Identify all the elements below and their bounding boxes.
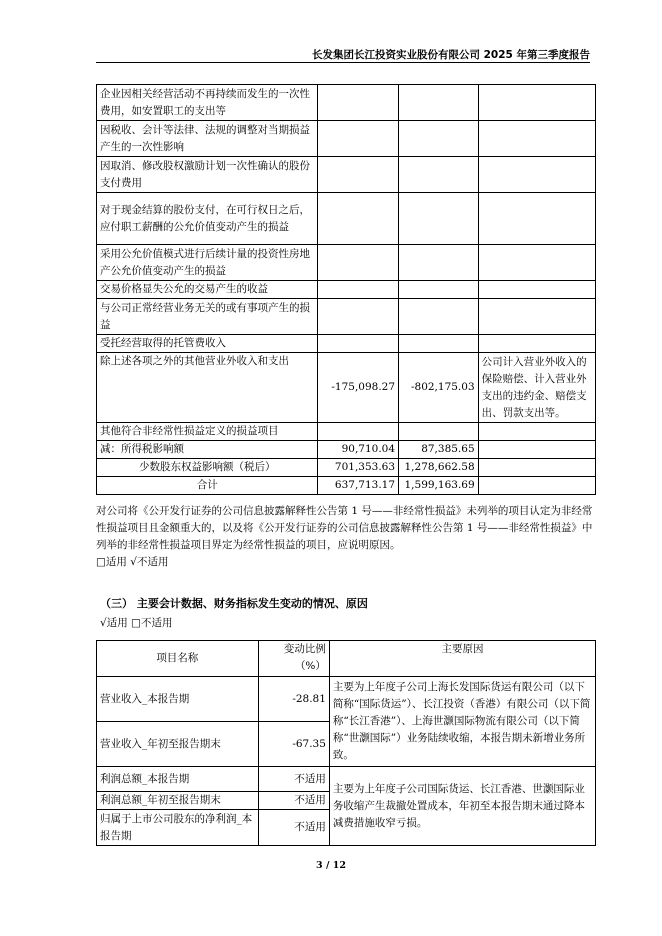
item-current <box>318 245 399 281</box>
table-row <box>97 423 596 441</box>
item-current <box>318 85 399 121</box>
item-ytd <box>399 281 479 299</box>
item-note <box>478 85 595 121</box>
item-current <box>318 299 399 335</box>
change-ratio: -28.81 <box>258 677 329 722</box>
table-row <box>97 245 596 281</box>
item-note <box>478 459 595 477</box>
item-note <box>478 423 595 441</box>
item-ytd <box>399 121 479 157</box>
item-current <box>318 193 399 245</box>
item-label: 对于现金结算的股份支付，在可行权日之后，应付职工薪酬的公允价值变动产生的损益 <box>97 193 318 245</box>
change-name: 营业收入_年初至报告期末 <box>97 722 259 767</box>
item-label: 少数股东权益影响额（税后） <box>97 459 318 477</box>
page-number: 3 / 12 <box>316 860 346 871</box>
explanation-options: □适用 √不适用 <box>96 556 169 568</box>
table-row <box>97 677 596 722</box>
item-current <box>318 157 399 193</box>
header-rule <box>96 62 590 63</box>
table-row <box>97 193 596 245</box>
section-options: √适用 □不适用 <box>100 617 173 629</box>
change-name: 利润总额_本报告期 <box>97 767 259 792</box>
item-ytd <box>399 85 479 121</box>
table-header-row <box>97 641 596 677</box>
item-ytd <box>399 245 479 281</box>
table-row <box>97 767 596 792</box>
header-name: 项目名称 <box>97 641 259 677</box>
item-note <box>478 477 595 495</box>
item-note <box>478 281 595 299</box>
item-ytd <box>399 423 479 441</box>
header-ratio: 变动比例（%） <box>258 641 329 677</box>
change-ratio: 不适用 <box>258 810 329 846</box>
table-row <box>97 459 596 477</box>
change-reason-profit: 主要为上年度子公司国际货运、长江香港、世灏国际业务收缩产生裁撤处置成本，年初至本报告期末通过降本减费措施收窄亏损。 <box>329 767 595 846</box>
section-title: （三） 主要会计数据、财务指标发生变动的情况、原因 <box>100 597 368 610</box>
change-reason-revenue: 主要为上年度子公司上海长发国际货运有限公司（以下简称“国际货运”）、长江投资（香港）有限公司（以下简称“长江香港”）、上海世灏国际物流有限公司（以下简称“世灏国际”）业务陆续收缩，本报告期未新增业务所致。 <box>329 677 595 767</box>
table-row <box>97 121 596 157</box>
item-note <box>478 121 595 157</box>
item-current: -175,098.27 <box>318 353 399 423</box>
change-ratio: 不适用 <box>258 792 329 810</box>
table-row <box>97 353 596 423</box>
header-reason: 主要原因 <box>329 641 595 677</box>
item-label: 合计 <box>97 477 318 495</box>
item-note <box>478 157 595 193</box>
change-ratio: 不适用 <box>258 767 329 792</box>
table-row <box>97 441 596 459</box>
item-current <box>318 423 399 441</box>
item-label: 其他符合非经常性损益定义的损益项目 <box>97 423 318 441</box>
item-label: 因税收、会计等法律、法规的调整对当期损益产生的一次性影响 <box>97 121 318 157</box>
item-ytd: -802,175.03 <box>399 353 479 423</box>
non-recurring-items-table <box>96 84 596 495</box>
item-label: 与公司正常经营业务无关的或有事项产生的损益 <box>97 299 318 335</box>
change-name: 利润总额_年初至报告期末 <box>97 792 259 810</box>
item-note <box>478 441 595 459</box>
item-ytd <box>399 193 479 245</box>
table-row <box>97 477 596 495</box>
item-ytd: 87,385.65 <box>399 441 479 459</box>
item-ytd: 1,599,163.69 <box>399 477 479 495</box>
item-note: 公司计入营业外收入的保险赔偿、计入营业外支出的违约金、赔偿支出、罚款支出等。 <box>478 353 595 423</box>
table-row <box>97 299 596 335</box>
item-current <box>318 281 399 299</box>
item-ytd <box>399 335 479 353</box>
item-ytd <box>399 157 479 193</box>
table-row <box>97 335 596 353</box>
item-label: 企业因相关经营活动不再持续而发生的一次性费用，如安置职工的支出等 <box>97 85 318 121</box>
change-name: 归属于上市公司股东的净利润_本报告期 <box>97 810 259 846</box>
item-label: 交易价格显失公允的交易产生的收益 <box>97 281 318 299</box>
explanation-text: 对公司将《公开发行证券的公司信息披露解释性公告第 1 号——非经常性损益》未列举的项目认定为非经常性损益项目且金额重大的，以及将《公开发行证券的公司信息披露解释性公告第 1 号——非经常性损益》中列举的非经常性损益项目界定为经常性损益的项目，应说明原因。 <box>96 505 593 551</box>
report-header: 长发集团长江投资实业股份有限公司 2025 年第三季度报告 <box>311 49 590 61</box>
changes-table <box>96 640 596 846</box>
item-label: 采用公允价值模式进行后续计量的投资性房地产公允价值变动产生的损益 <box>97 245 318 281</box>
item-label: 受托经营取得的托管费收入 <box>97 335 318 353</box>
item-label: 除上述各项之外的其他营业外收入和支出 <box>97 353 318 423</box>
table-row <box>97 281 596 299</box>
table-row <box>97 85 596 121</box>
table-row <box>97 157 596 193</box>
item-label: 减：所得税影响额 <box>97 441 318 459</box>
item-note <box>478 245 595 281</box>
item-note <box>478 193 595 245</box>
item-ytd: 1,278,662.58 <box>399 459 479 477</box>
change-ratio: -67.35 <box>258 722 329 767</box>
item-current: 637,713.17 <box>318 477 399 495</box>
item-current <box>318 121 399 157</box>
item-note <box>478 299 595 335</box>
item-ytd <box>399 299 479 335</box>
item-current: 701,353.63 <box>318 459 399 477</box>
change-name: 营业收入_本报告期 <box>97 677 259 722</box>
item-current: 90,710.04 <box>318 441 399 459</box>
item-note <box>478 335 595 353</box>
item-label: 因取消、修改股权激励计划一次性确认的股份支付费用 <box>97 157 318 193</box>
item-current <box>318 335 399 353</box>
